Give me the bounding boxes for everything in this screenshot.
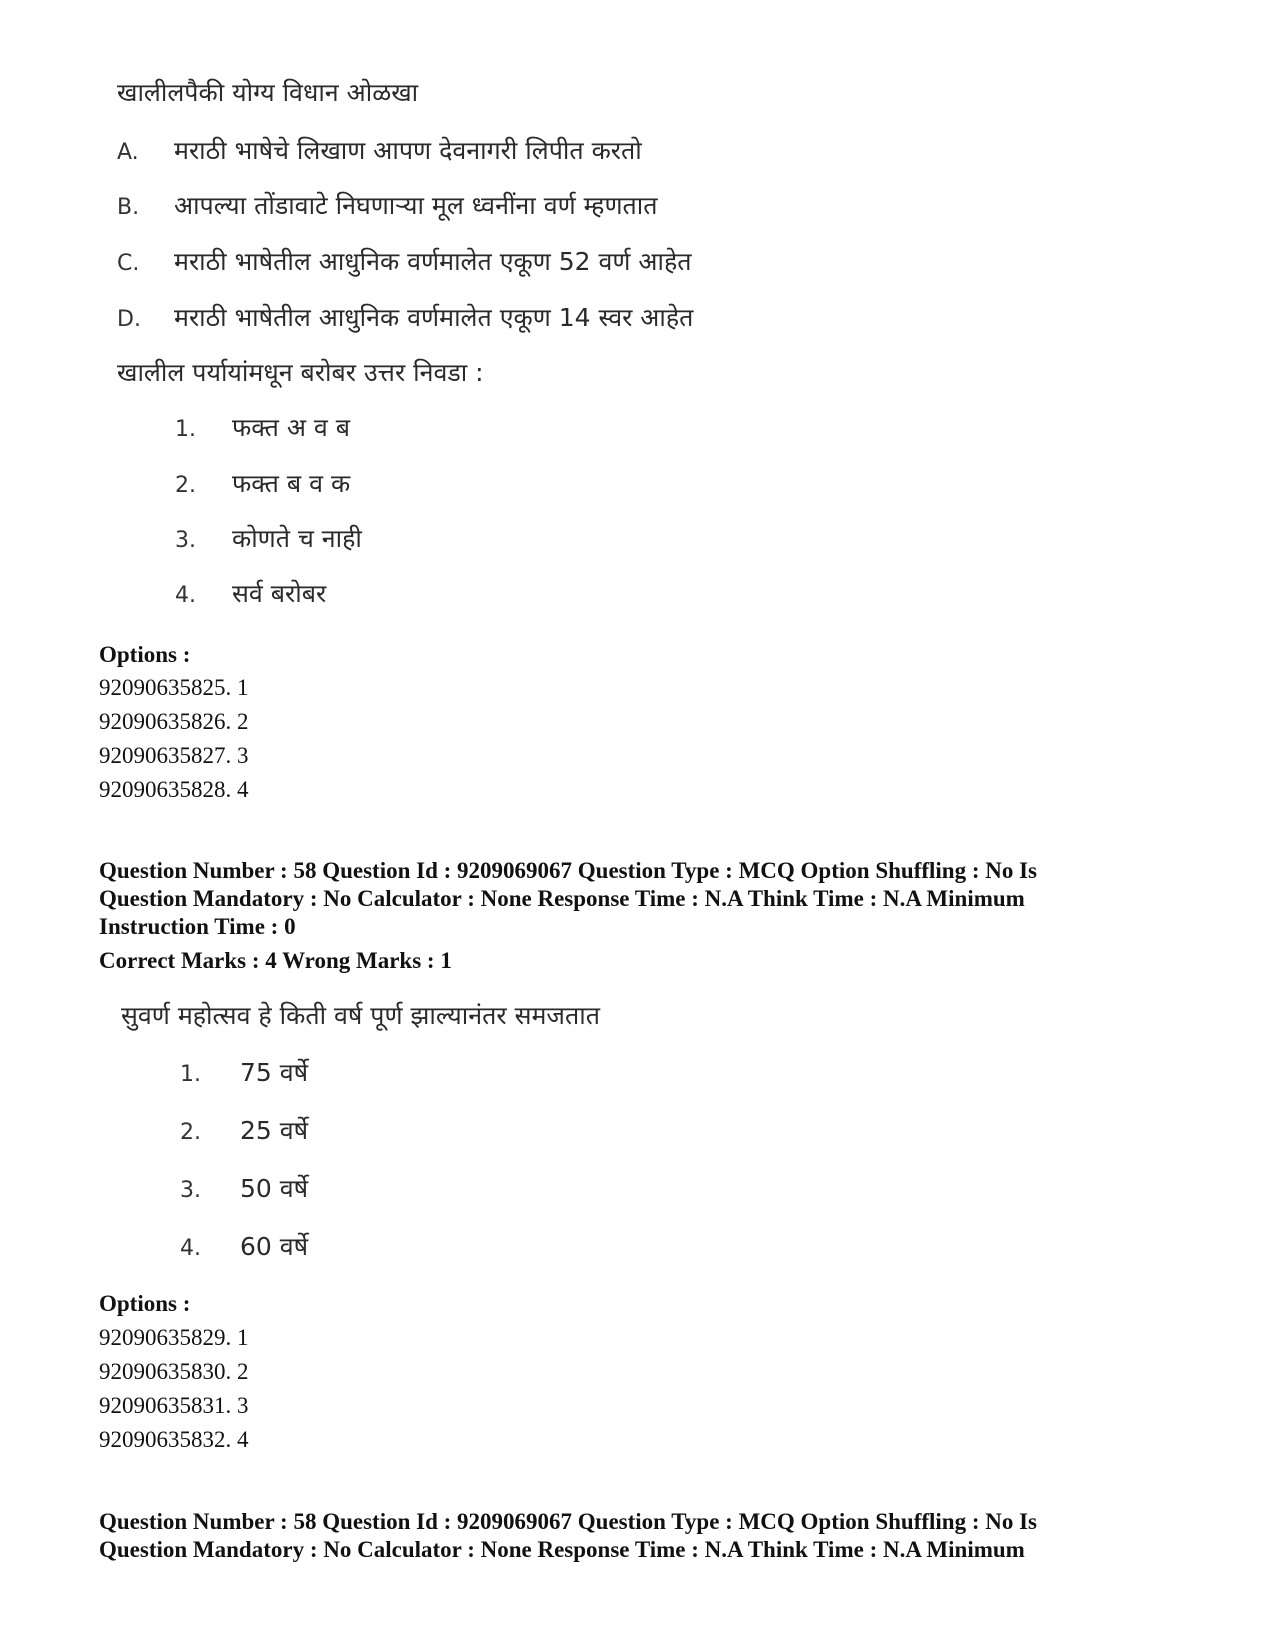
q57-option-3: 92090635827. 3	[99, 743, 249, 768]
choice-label: 2.	[175, 473, 196, 498]
statement-text: मराठी भाषेतील आधुनिक वर्णमालेत एकूण 14 स्वर आहेत	[174, 303, 694, 332]
choice-text: फक्त अ व ब	[232, 413, 351, 442]
q57-stem: खालीलपैकी योग्य विधान ओळखा	[117, 78, 419, 107]
choice-text: 50 वर्षे	[240, 1174, 309, 1203]
q57-options-heading: Options :	[99, 642, 191, 667]
next-question-meta-line1: Question Number : 58 Question Id : 9209069067 Question Type : MCQ Option Shuffling : No Is	[99, 1509, 1038, 1534]
q57-statement-a	[117, 133, 642, 167]
statement-label: B.	[117, 195, 140, 220]
q58-choice-2	[180, 1113, 308, 1147]
q57-choice-4	[175, 576, 326, 610]
choice-label: 3.	[180, 1178, 201, 1203]
choice-label: 1.	[175, 417, 196, 442]
q58-meta-line1: Question Number : 58 Question Id : 9209069067 Question Type : MCQ Option Shuffling : No Is	[99, 858, 1038, 883]
q58-choice-1	[180, 1055, 308, 1089]
q57-option-1: 92090635825. 1	[99, 675, 249, 700]
choice-label: 2.	[180, 1120, 201, 1145]
q58-option-2: 92090635830. 2	[99, 1359, 249, 1384]
q58-choice-3	[180, 1171, 308, 1205]
statement-label: C.	[117, 251, 140, 276]
q58-option-3: 92090635831. 3	[99, 1393, 249, 1418]
next-question-meta-line2: Question Mandatory : No Calculator : None Response Time : N.A Think Time : N.A Minimum	[99, 1537, 1025, 1562]
q58-option-1: 92090635829. 1	[99, 1325, 249, 1350]
choice-label: 3.	[175, 528, 196, 553]
q58-options-heading: Options :	[99, 1291, 191, 1316]
q58-marks: Correct Marks : 4 Wrong Marks : 1	[99, 948, 452, 973]
choice-text: 75 वर्षे	[240, 1058, 309, 1087]
q57-choice-2	[175, 466, 350, 500]
q57-option-2: 92090635826. 2	[99, 709, 249, 734]
choice-label: 4.	[175, 583, 196, 608]
choice-text: सर्व बरोबर	[232, 579, 327, 608]
statement-text: मराठी भाषेचे लिखाण आपण देवनागरी लिपीत करतो	[174, 136, 642, 165]
q58-meta-line3: Instruction Time : 0	[99, 914, 296, 939]
choice-text: 60 वर्षे	[240, 1232, 309, 1261]
statement-text: मराठी भाषेतील आधुनिक वर्णमालेत एकूण 52 वर्ण आहेत	[174, 247, 692, 276]
q58-stem: सुवर्ण महोत्सव हे किती वर्ष पूर्ण झाल्यानंतर समजतात	[121, 1001, 600, 1030]
choice-label: 1.	[180, 1062, 201, 1087]
q57-statement-b	[117, 188, 658, 222]
q58-option-4: 92090635832. 4	[99, 1427, 249, 1452]
q57-prompt: खालील पर्यायांमधून बरोबर उत्तर निवडा :	[117, 358, 484, 387]
q57-statement-d	[117, 300, 693, 334]
choice-text: कोणते च नाही	[232, 524, 362, 553]
statement-label: A.	[117, 140, 139, 165]
q58-choice-4	[180, 1229, 308, 1263]
q57-choice-3	[175, 521, 362, 555]
q58-meta-line2: Question Mandatory : No Calculator : None Response Time : N.A Think Time : N.A Minimum	[99, 886, 1025, 911]
choice-label: 4.	[180, 1236, 201, 1261]
q57-statement-c	[117, 244, 692, 278]
q57-choice-1	[175, 410, 350, 444]
q57-option-4: 92090635828. 4	[99, 777, 249, 802]
choice-text: फक्त ब व क	[232, 469, 351, 498]
statement-label: D.	[117, 307, 141, 332]
statement-text: आपल्या तोंडावाटे निघणाऱ्या मूल ध्वनींना वर्ण म्हणतात	[174, 191, 658, 220]
choice-text: 25 वर्षे	[240, 1116, 309, 1145]
